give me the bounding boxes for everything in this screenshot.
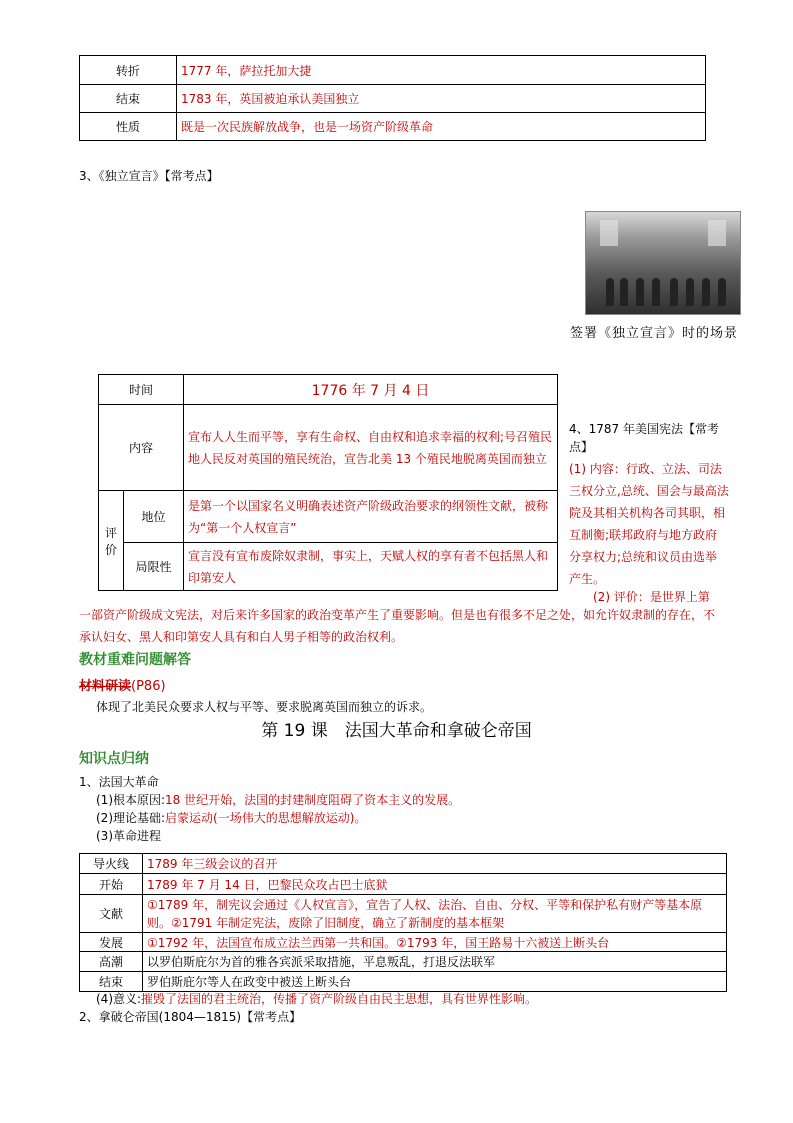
- end-value: 1783 年，英国被迫承认美国独立: [177, 85, 706, 113]
- napoleon-heading: 2、拿破仑帝国(1804—1815)【常考点】: [79, 1010, 302, 1024]
- start-label: 开始: [80, 874, 143, 895]
- fuse-value: 1789 年三级会议的召开: [143, 854, 727, 874]
- turning-point-value: 1777 年，萨拉托加大捷: [177, 56, 706, 85]
- material-label: 材料研读: [79, 679, 132, 694]
- material-answer: 体现了北美民众要求人权与平等、要求脱离英国而独立的诉求。: [96, 700, 433, 714]
- constitution-eval-start: (2) 评价：是世界上第: [593, 590, 710, 604]
- root-cause-value: 18 世纪开始，法国的封建制度阻碍了资本主义的发展。: [165, 793, 461, 807]
- root-cause: [96, 791, 460, 808]
- french-revolution-heading: 1、法国大革命: [79, 775, 159, 789]
- document-value-b: ②1791 年制定宪法，废除了旧制度，确立了新制度的基本框架: [171, 915, 505, 930]
- limitation-label: 局限性: [124, 543, 184, 591]
- end-label: 结束: [80, 85, 177, 113]
- declaration-signing-photo: [585, 211, 741, 315]
- constitution-heading: 4、1787 年美国宪法【常考点】: [569, 422, 719, 454]
- ending-value: 罗伯斯庇尔等人在政变中被送上断头台: [143, 972, 727, 992]
- knowledge-heading: 知识点归纳: [79, 751, 149, 767]
- root-cause-label: (1)根本原因:: [96, 793, 166, 807]
- development-label: 发展: [80, 933, 143, 952]
- content-value: 宣布人人生而平等，享有生命权、自由权和追求幸福的权利;号召殖民地人民反对英国的殖民统治，宣告北美 13 个殖民地脱离英国而独立: [184, 405, 558, 491]
- time-label: 时间: [99, 375, 184, 405]
- constitution-content: (1) 内容：行政、立法、司法三权分立,总统、国会与最高法院及其相关机构各司其职，相互制衡;联邦政府与地方政府分享权力;总统和议员由选举产生。: [569, 462, 729, 586]
- revolution-process-table: [79, 853, 727, 992]
- significance-label: (4)意义:: [96, 992, 142, 1006]
- declaration-table: [98, 374, 558, 591]
- fuse-label: 导火线: [80, 854, 143, 874]
- development-value-a: ①1792 年，法国宣布成立法兰西第一共和国。: [147, 935, 397, 950]
- content-label: 内容: [99, 405, 184, 491]
- status-value: 是第一个以国家名义明确表述资产阶级政治要求的纲领性文献，被称为“第一个人权宣言”: [184, 491, 558, 543]
- nature-label: 性质: [80, 113, 177, 141]
- constitution-eval-cont: 一部资产阶级成文宪法，对后来许多国家的政治变革产生了重要影响。但是也有很多不足之处，如允许奴隶制的存在，不承认妇女、黑人和印第安人具有和白人男子相等的政治权利。: [79, 608, 716, 644]
- photo-caption: 签署《独立宣言》时的场景: [570, 326, 739, 341]
- document-value-a: ①1789 年，制宪议会通过《人权宣言》，宣告了人权、法治、自由、分权、平等和保护私有财产等基本原则。: [147, 897, 703, 930]
- lesson-title: 第 19 课 法国大革命和拿破仑帝国: [261, 721, 532, 741]
- nature-value: 既是一次民族解放战争，也是一场资产阶级革命: [177, 113, 706, 141]
- climax-value: 以罗伯斯庇尔为首的雅各宾派采取措施，平息叛乱，打退反法联军: [143, 952, 727, 972]
- material-page: (P86): [131, 679, 166, 694]
- climax-label: 高潮: [80, 952, 143, 972]
- material-reading: [79, 675, 166, 694]
- significance-value: 摧毁了法国的君主统治，传播了资产阶级自由民主思想，具有世界性影响。: [141, 992, 538, 1006]
- section3-heading: 3、《独立宣言》【常考点】: [79, 169, 219, 183]
- theory-basis-label: (2)理论基础:: [96, 811, 166, 825]
- war-summary-table: [79, 55, 706, 141]
- theory-basis: [96, 809, 366, 826]
- revolution-process-label: (3)革命进程: [96, 829, 161, 843]
- significance: [96, 990, 537, 1007]
- start-value: 1789 年 7 月 14 日，巴黎民众攻占巴士底狱: [143, 874, 727, 895]
- limitation-value: 宣言没有宣布废除奴隶制，事实上，天赋人权的享有者不包括黑人和印第安人: [184, 543, 558, 591]
- theory-basis-value: 启蒙运动(一场伟大的思想解放运动)。: [165, 811, 367, 825]
- development-value-b: ②1793 年，国王路易十六被送上断头台: [396, 935, 610, 950]
- qa-heading: 教材重难问题解答: [79, 652, 191, 668]
- turning-point-label: 转折: [80, 56, 177, 85]
- document-label: 文献: [80, 895, 143, 933]
- time-value: 1776 年 7 月 4 日: [184, 375, 558, 405]
- evaluation-label: 评价: [99, 491, 124, 591]
- status-label: 地位: [124, 491, 184, 543]
- ending-label: 结束: [80, 972, 143, 992]
